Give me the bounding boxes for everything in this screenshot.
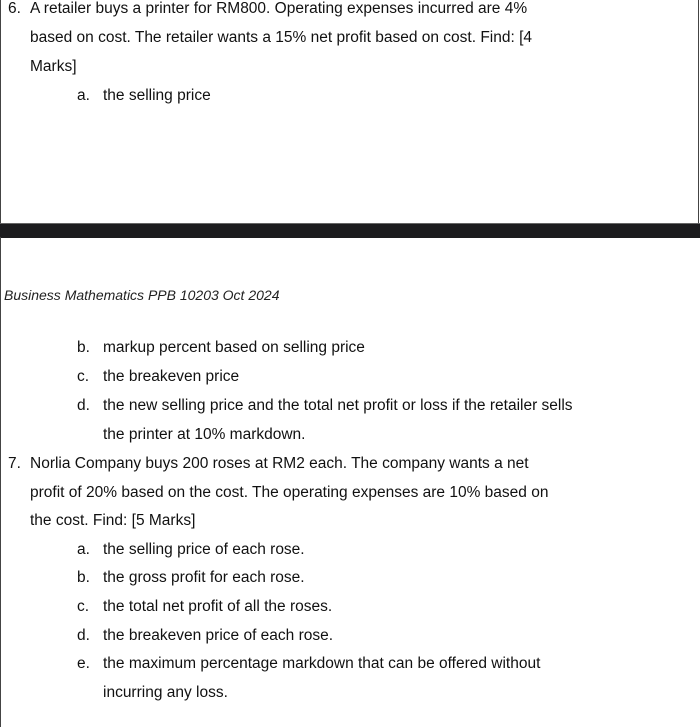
part-label: d.	[77, 627, 90, 644]
page-separator-bar	[0, 223, 700, 238]
part-label: a.	[77, 87, 90, 104]
question-6-text: A retailer buys a printer for RM800. Operating expenses incurred are 4%	[30, 0, 528, 17]
page-bottom-section	[0, 237, 1, 727]
part-text: markup percent based on selling price	[103, 339, 365, 356]
part-label: b.	[77, 569, 90, 586]
part-label: b.	[77, 339, 90, 356]
part-text: incurring any loss.	[103, 684, 228, 701]
part-text: the breakeven price	[103, 368, 240, 385]
part-label: c.	[77, 598, 90, 615]
question-7-text: the cost. Find: [5 Marks]	[30, 512, 196, 529]
question-6-text: based on cost. The retailer wants a 15% net profit based on cost. Find: [4	[30, 29, 533, 46]
part-text: the gross profit for each rose.	[103, 569, 305, 586]
question-6-text: Marks]	[30, 58, 77, 75]
part-label: d.	[77, 397, 90, 414]
part-text: the breakeven price of each rose.	[103, 627, 334, 644]
part-label: a.	[77, 541, 90, 558]
part-text: the total net profit of all the roses.	[103, 598, 333, 615]
question-7-text: profit of 20% based on the cost. The operating expenses are 10% based on	[30, 484, 549, 501]
part-label: e.	[77, 655, 90, 672]
part-text: the printer at 10% markdown.	[103, 426, 306, 443]
question-7-number: 7.	[8, 455, 21, 472]
page-footer: Business Mathematics PPB 10203 Oct 2024	[4, 287, 280, 303]
question-7-text: Norlia Company buys 200 roses at RM2 each. The company wants a net	[30, 455, 529, 472]
part-label: c.	[77, 368, 90, 385]
question-6-number: 6.	[8, 0, 21, 17]
part-text: the selling price of each rose.	[103, 541, 305, 558]
part-text: the maximum percentage markdown that can be offered without	[103, 655, 541, 672]
part-text: the selling price	[103, 87, 211, 104]
part-text: the new selling price and the total net profit or loss if the retailer sells	[103, 397, 573, 414]
